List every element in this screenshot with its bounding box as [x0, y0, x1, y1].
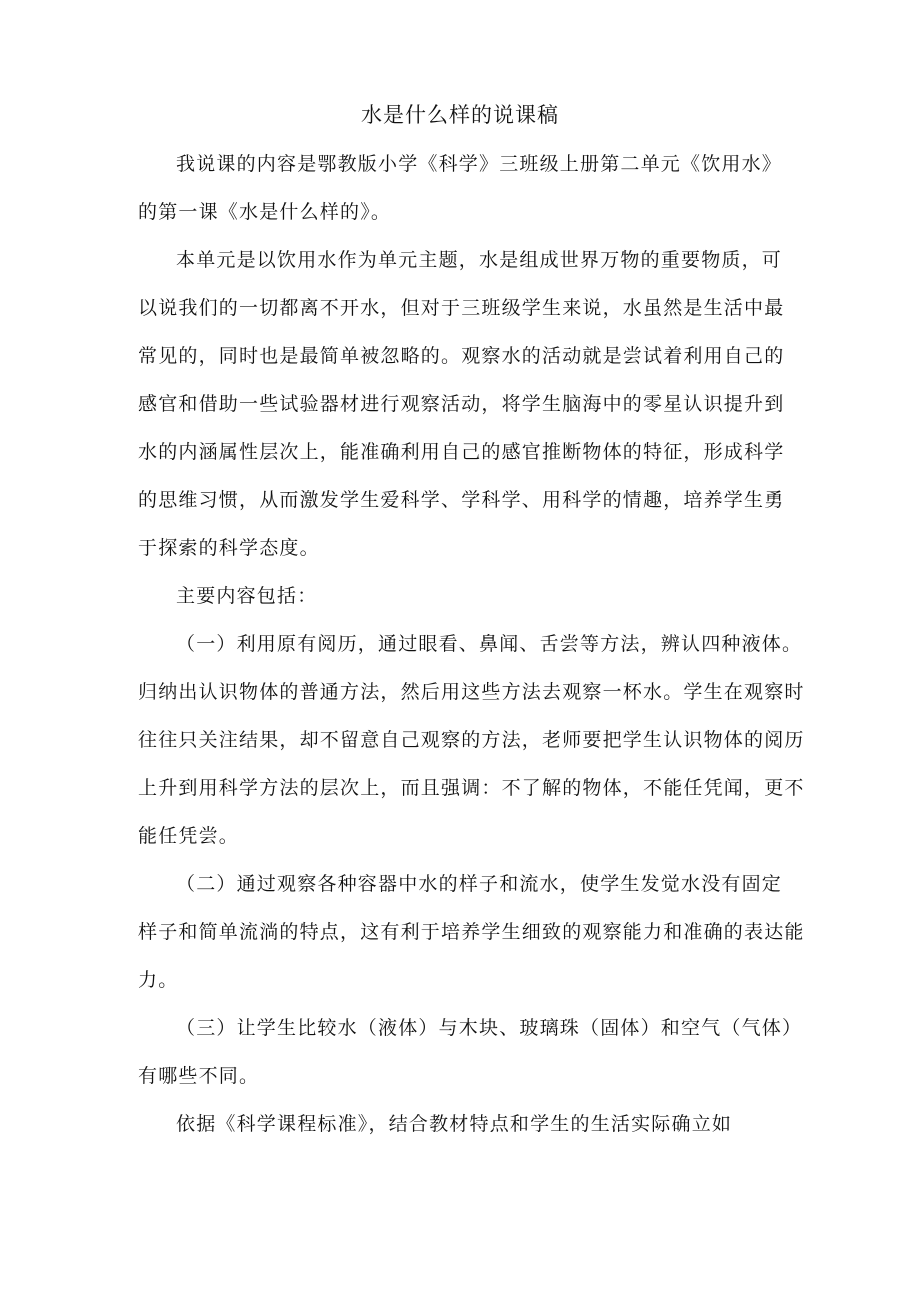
paragraph-line: 力。: [138, 969, 179, 991]
paragraph-line: 样子和简单流淌的特点，这有利于培养学生细致的观察能力和准确的表达能: [138, 921, 805, 943]
paragraph-line: 感官和借助一些试验器材进行观察活动，将学生脑海中的零星认识提升到: [138, 393, 785, 415]
paragraph-line: 上升到用科学方法的层次上，而且强调：不了解的物体，不能任凭闻，更不: [138, 777, 805, 799]
paragraph-line: 主要内容包括：: [176, 585, 318, 607]
paragraph-line: 常见的，同时也是最简单被忽略的。观察水的活动就是尝试着利用自己的: [138, 345, 785, 367]
document-title: 水是什么样的说课稿: [361, 103, 559, 127]
paragraph-line: 本单元是以饮用水作为单元主题，水是组成世界万物的重要物质，可: [176, 249, 783, 271]
paragraph-line: （二）通过观察各种容器中水的样子和流水，使学生发觉水没有固定: [176, 873, 783, 895]
paragraph-line: 的思维习惯，从而激发学生爱科学、学科学、用科学的情趣，培养学生勇: [138, 489, 785, 511]
paragraph-line: 有哪些不同。: [138, 1065, 260, 1087]
paragraph-line: 归纳出认识物体的普通方法，然后用这些方法去观察一杯水。学生在观察时: [138, 681, 805, 703]
paragraph-line: 依据《科学课程标准》，结合教材特点和学生的生活实际确立如: [176, 1113, 733, 1135]
paragraph-line: 往往只关注结果，却不留意自己观察的方法，老师要把学生认识物体的阅历: [138, 729, 805, 751]
paragraph-line: 的第一课《水是什么样的》。: [138, 201, 392, 223]
paragraph-line: 我说课的内容是鄂教版小学《科学》三班级上册第二单元《饮用水》: [176, 153, 783, 175]
paragraph-line: （三）让学生比较水（液体）与木块、玻璃珠（固体）和空气（气体）: [176, 1017, 803, 1039]
paragraph-line: 以说我们的一切都离不开水，但对于三班级学生来说，水虽然是生活中最: [138, 297, 785, 319]
paragraph-line: 能任凭尝。: [138, 825, 240, 847]
paragraph-line: 水的内涵属性层次上，能准确利用自己的感官推断物体的特征，形成科学: [138, 441, 785, 463]
paragraph-line: （一）利用原有阅历，通过眼看、鼻闻、舌尝等方法，辨认四种液体。: [176, 633, 803, 655]
paragraph-line: 于探索的科学态度。: [138, 537, 320, 559]
